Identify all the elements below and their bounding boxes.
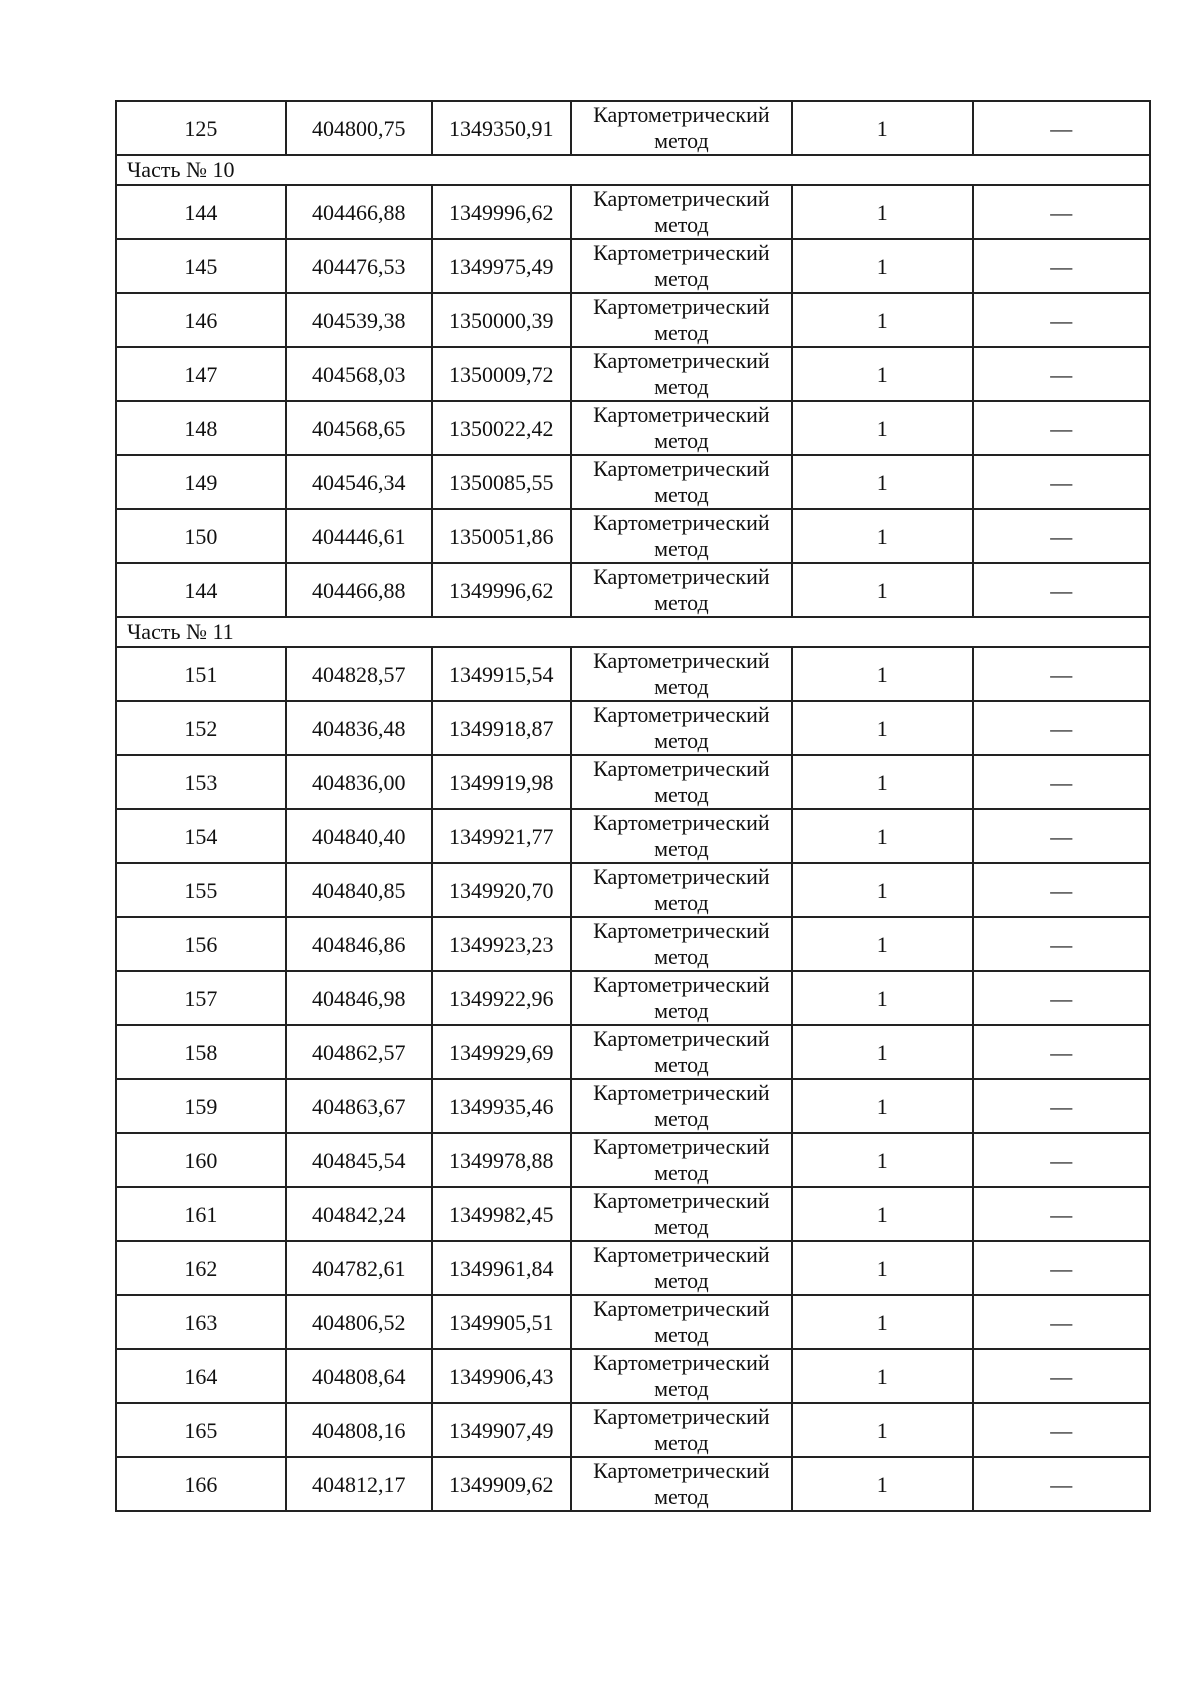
x-coordinate-cell: 404812,17 (286, 1457, 432, 1511)
method-line-1: Картометрический (593, 756, 770, 781)
y-coordinate-cell: 1349978,88 (432, 1133, 571, 1187)
accuracy-cell: 1 (792, 1349, 973, 1403)
method-line-2: метод (654, 590, 709, 615)
method-cell (571, 185, 792, 239)
method-line-1: Картометрический (593, 186, 770, 211)
x-coordinate-cell: 404846,98 (286, 971, 432, 1025)
part-label: Часть № 10 (116, 155, 1150, 185)
method-line-2: метод (654, 1268, 709, 1293)
note-cell: — (973, 509, 1150, 563)
method-line-2: метод (654, 782, 709, 807)
accuracy-cell: 1 (792, 1295, 973, 1349)
method-line-2: метод (654, 266, 709, 291)
part-header-row (116, 155, 1150, 185)
point-number-cell: 163 (116, 1295, 286, 1349)
accuracy-cell: 1 (792, 647, 973, 701)
y-coordinate-cell: 1349929,69 (432, 1025, 571, 1079)
method-line-1: Картометрический (593, 810, 770, 835)
method-line-1: Картометрический (593, 402, 770, 427)
method-line-1: Картометрический (593, 702, 770, 727)
method-line-1: Картометрический (593, 1296, 770, 1321)
table-row (116, 971, 1150, 1025)
method-line-1: Картометрический (593, 1134, 770, 1159)
point-number-cell: 144 (116, 185, 286, 239)
table-row (116, 101, 1150, 155)
table-row (116, 401, 1150, 455)
accuracy-cell: 1 (792, 401, 973, 455)
method-line-1: Картометрический (593, 348, 770, 373)
part-header-row (116, 617, 1150, 647)
table-row (116, 647, 1150, 701)
point-number-cell: 166 (116, 1457, 286, 1511)
table-row (116, 755, 1150, 809)
point-number-cell: 157 (116, 971, 286, 1025)
note-cell: — (973, 293, 1150, 347)
point-number-cell: 154 (116, 809, 286, 863)
method-cell (571, 647, 792, 701)
y-coordinate-cell: 1349918,87 (432, 701, 571, 755)
method-line-1: Картометрический (593, 1242, 770, 1267)
x-coordinate-cell: 404568,03 (286, 347, 432, 401)
method-cell (571, 1295, 792, 1349)
method-line-2: метод (654, 836, 709, 861)
point-number-cell: 165 (116, 1403, 286, 1457)
method-line-1: Картометрический (593, 918, 770, 943)
point-number-cell: 145 (116, 239, 286, 293)
method-line-2: метод (654, 428, 709, 453)
y-coordinate-cell: 1350009,72 (432, 347, 571, 401)
method-cell (571, 917, 792, 971)
method-cell (571, 1241, 792, 1295)
method-line-2: метод (654, 536, 709, 561)
y-coordinate-cell: 1349909,62 (432, 1457, 571, 1511)
y-coordinate-cell: 1350051,86 (432, 509, 571, 563)
point-number-cell: 150 (116, 509, 286, 563)
point-number-cell: 160 (116, 1133, 286, 1187)
accuracy-cell: 1 (792, 1133, 973, 1187)
table-row (116, 863, 1150, 917)
method-line-2: метод (654, 1106, 709, 1131)
y-coordinate-cell: 1349935,46 (432, 1079, 571, 1133)
x-coordinate-cell: 404863,67 (286, 1079, 432, 1133)
table-row (116, 185, 1150, 239)
note-cell: — (973, 647, 1150, 701)
y-coordinate-cell: 1349920,70 (432, 863, 571, 917)
table-row (116, 239, 1150, 293)
method-line-2: метод (654, 1160, 709, 1185)
method-line-2: метод (654, 890, 709, 915)
note-cell: — (973, 101, 1150, 155)
method-cell (571, 239, 792, 293)
accuracy-cell: 1 (792, 1187, 973, 1241)
y-coordinate-cell: 1349922,96 (432, 971, 571, 1025)
accuracy-cell: 1 (792, 509, 973, 563)
y-coordinate-cell: 1349919,98 (432, 755, 571, 809)
table-row (116, 347, 1150, 401)
x-coordinate-cell: 404828,57 (286, 647, 432, 701)
accuracy-cell: 1 (792, 701, 973, 755)
method-line-1: Картометрический (593, 240, 770, 265)
y-coordinate-cell: 1349961,84 (432, 1241, 571, 1295)
method-cell (571, 293, 792, 347)
point-number-cell: 164 (116, 1349, 286, 1403)
y-coordinate-cell: 1349906,43 (432, 1349, 571, 1403)
method-cell (571, 1133, 792, 1187)
x-coordinate-cell: 404466,88 (286, 185, 432, 239)
point-number-cell: 151 (116, 647, 286, 701)
method-line-1: Картометрический (593, 972, 770, 997)
point-number-cell: 146 (116, 293, 286, 347)
method-cell (571, 1025, 792, 1079)
accuracy-cell: 1 (792, 239, 973, 293)
x-coordinate-cell: 404840,85 (286, 863, 432, 917)
method-line-2: метод (654, 1052, 709, 1077)
accuracy-cell: 1 (792, 917, 973, 971)
accuracy-cell: 1 (792, 755, 973, 809)
x-coordinate-cell: 404836,00 (286, 755, 432, 809)
y-coordinate-cell: 1349350,91 (432, 101, 571, 155)
table-row (116, 809, 1150, 863)
part-label: Часть № 11 (116, 617, 1150, 647)
accuracy-cell: 1 (792, 563, 973, 617)
method-cell (571, 401, 792, 455)
x-coordinate-cell: 404476,53 (286, 239, 432, 293)
x-coordinate-cell: 404546,34 (286, 455, 432, 509)
point-number-cell: 125 (116, 101, 286, 155)
point-number-cell: 152 (116, 701, 286, 755)
method-cell (571, 1187, 792, 1241)
method-cell (571, 1349, 792, 1403)
table-row (116, 1295, 1150, 1349)
note-cell: — (973, 185, 1150, 239)
x-coordinate-cell: 404845,54 (286, 1133, 432, 1187)
y-coordinate-cell: 1349915,54 (432, 647, 571, 701)
accuracy-cell: 1 (792, 971, 973, 1025)
method-line-2: метод (654, 998, 709, 1023)
y-coordinate-cell: 1349975,49 (432, 239, 571, 293)
y-coordinate-cell: 1349982,45 (432, 1187, 571, 1241)
method-line-1: Картометрический (593, 510, 770, 535)
method-line-2: метод (654, 1430, 709, 1455)
x-coordinate-cell: 404808,64 (286, 1349, 432, 1403)
accuracy-cell: 1 (792, 863, 973, 917)
x-coordinate-cell: 404836,48 (286, 701, 432, 755)
x-coordinate-cell: 404842,24 (286, 1187, 432, 1241)
method-cell (571, 971, 792, 1025)
method-line-1: Картометрический (593, 648, 770, 673)
table-row (116, 1403, 1150, 1457)
table-row (116, 563, 1150, 617)
method-cell (571, 347, 792, 401)
method-line-1: Картометрический (593, 1080, 770, 1105)
point-number-cell: 144 (116, 563, 286, 617)
note-cell: — (973, 1187, 1150, 1241)
method-cell (571, 563, 792, 617)
table-body (116, 101, 1150, 1511)
note-cell: — (973, 1133, 1150, 1187)
method-line-2: метод (654, 674, 709, 699)
method-line-1: Картометрический (593, 1026, 770, 1051)
point-number-cell: 147 (116, 347, 286, 401)
note-cell: — (973, 809, 1150, 863)
y-coordinate-cell: 1349996,62 (432, 185, 571, 239)
point-number-cell: 156 (116, 917, 286, 971)
method-line-2: метод (654, 482, 709, 507)
method-cell (571, 101, 792, 155)
y-coordinate-cell: 1349921,77 (432, 809, 571, 863)
method-line-2: метод (654, 728, 709, 753)
accuracy-cell: 1 (792, 293, 973, 347)
x-coordinate-cell: 404806,52 (286, 1295, 432, 1349)
note-cell: — (973, 863, 1150, 917)
table-row (116, 1187, 1150, 1241)
note-cell: — (973, 455, 1150, 509)
method-line-2: метод (654, 944, 709, 969)
accuracy-cell: 1 (792, 455, 973, 509)
table-row (116, 701, 1150, 755)
note-cell: — (973, 347, 1150, 401)
method-cell (571, 1079, 792, 1133)
method-cell (571, 755, 792, 809)
point-number-cell: 155 (116, 863, 286, 917)
y-coordinate-cell: 1350022,42 (432, 401, 571, 455)
accuracy-cell: 1 (792, 185, 973, 239)
method-line-2: метод (654, 128, 709, 153)
method-cell (571, 809, 792, 863)
point-number-cell: 159 (116, 1079, 286, 1133)
accuracy-cell: 1 (792, 1025, 973, 1079)
document-page (115, 100, 1151, 1512)
accuracy-cell: 1 (792, 1079, 973, 1133)
method-line-2: метод (654, 320, 709, 345)
table-row (116, 917, 1150, 971)
point-number-cell: 148 (116, 401, 286, 455)
method-line-1: Картометрический (593, 456, 770, 481)
note-cell: — (973, 563, 1150, 617)
note-cell: — (973, 1457, 1150, 1511)
accuracy-cell: 1 (792, 347, 973, 401)
x-coordinate-cell: 404466,88 (286, 563, 432, 617)
table-row (116, 293, 1150, 347)
y-coordinate-cell: 1349996,62 (432, 563, 571, 617)
table-row (116, 1241, 1150, 1295)
method-cell (571, 863, 792, 917)
table-row (116, 455, 1150, 509)
note-cell: — (973, 971, 1150, 1025)
note-cell: — (973, 1025, 1150, 1079)
x-coordinate-cell: 404846,86 (286, 917, 432, 971)
table-row (116, 509, 1150, 563)
accuracy-cell: 1 (792, 809, 973, 863)
method-cell (571, 701, 792, 755)
y-coordinate-cell: 1349905,51 (432, 1295, 571, 1349)
method-line-2: метод (654, 1484, 709, 1509)
method-line-1: Картометрический (593, 1350, 770, 1375)
note-cell: — (973, 1295, 1150, 1349)
table-row (116, 1457, 1150, 1511)
method-line-2: метод (654, 1214, 709, 1239)
note-cell: — (973, 239, 1150, 293)
table-row (116, 1133, 1150, 1187)
point-number-cell: 161 (116, 1187, 286, 1241)
method-line-1: Картометрический (593, 102, 770, 127)
point-number-cell: 149 (116, 455, 286, 509)
accuracy-cell: 1 (792, 101, 973, 155)
accuracy-cell: 1 (792, 1457, 973, 1511)
x-coordinate-cell: 404862,57 (286, 1025, 432, 1079)
method-line-1: Картометрический (593, 564, 770, 589)
y-coordinate-cell: 1349907,49 (432, 1403, 571, 1457)
x-coordinate-cell: 404446,61 (286, 509, 432, 563)
note-cell: — (973, 755, 1150, 809)
note-cell: — (973, 1079, 1150, 1133)
y-coordinate-cell: 1350000,39 (432, 293, 571, 347)
x-coordinate-cell: 404539,38 (286, 293, 432, 347)
method-cell (571, 509, 792, 563)
note-cell: — (973, 917, 1150, 971)
method-line-1: Картометрический (593, 1458, 770, 1483)
note-cell: — (973, 1403, 1150, 1457)
method-line-2: метод (654, 374, 709, 399)
y-coordinate-cell: 1350085,55 (432, 455, 571, 509)
method-line-1: Картометрический (593, 1188, 770, 1213)
method-cell (571, 455, 792, 509)
method-cell (571, 1457, 792, 1511)
x-coordinate-cell: 404840,40 (286, 809, 432, 863)
note-cell: — (973, 1349, 1150, 1403)
method-line-2: метод (654, 1322, 709, 1347)
table-row (116, 1079, 1150, 1133)
accuracy-cell: 1 (792, 1403, 973, 1457)
method-cell (571, 1403, 792, 1457)
point-number-cell: 153 (116, 755, 286, 809)
y-coordinate-cell: 1349923,23 (432, 917, 571, 971)
method-line-2: метод (654, 1376, 709, 1401)
x-coordinate-cell: 404808,16 (286, 1403, 432, 1457)
note-cell: — (973, 701, 1150, 755)
note-cell: — (973, 401, 1150, 455)
point-number-cell: 158 (116, 1025, 286, 1079)
table-row (116, 1349, 1150, 1403)
method-line-2: метод (654, 212, 709, 237)
x-coordinate-cell: 404782,61 (286, 1241, 432, 1295)
method-line-1: Картометрический (593, 294, 770, 319)
x-coordinate-cell: 404800,75 (286, 101, 432, 155)
coordinates-table (115, 100, 1151, 1512)
accuracy-cell: 1 (792, 1241, 973, 1295)
note-cell: — (973, 1241, 1150, 1295)
point-number-cell: 162 (116, 1241, 286, 1295)
table-row (116, 1025, 1150, 1079)
method-line-1: Картометрический (593, 864, 770, 889)
method-line-1: Картометрический (593, 1404, 770, 1429)
x-coordinate-cell: 404568,65 (286, 401, 432, 455)
